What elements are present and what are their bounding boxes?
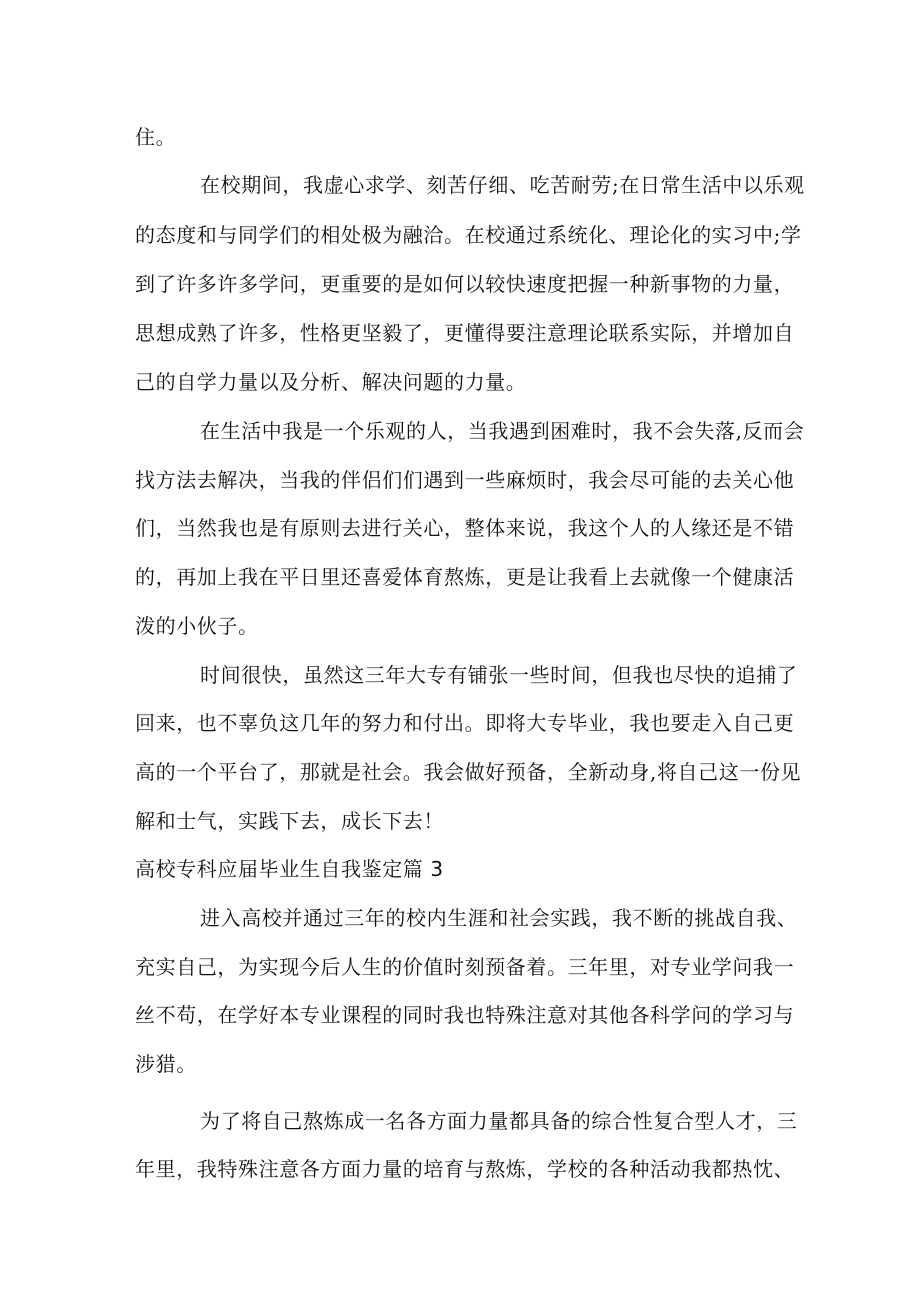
paragraph-first-line: 时间很快，虽然这三年大专有铺张一些时间，但我也尽快的追捕了: [200, 663, 798, 687]
text-line: 己的自学力量以及分析、解决问题的力量。: [135, 370, 527, 394]
paragraph-first-line: 为了将自己熬炼成一名各方面力量都具备的综合性复合型人才，三: [200, 1109, 798, 1133]
paragraph-first-line: 在生活中我是一个乐观的人，当我遇到困难时，我不会失落,反而会: [200, 419, 805, 443]
text-line: 的态度和与同学们的相处极为融洽。在校通过系统化、理论化的实习中;学: [135, 223, 802, 247]
text-line: 回来，也不辜负这几年的努力和付出。即将大专毕业，我也要走入自己更: [135, 711, 795, 735]
text-line: 们，当然我也是有原则去进行关心，整体来说，我这个人的人缘还是不错: [135, 516, 795, 540]
text-line: 找方法去解决，当我的伴侣们们遇到一些麻烦时，我会尽可能的去关心他: [135, 468, 795, 492]
text-line: 涉猎。: [135, 1052, 197, 1076]
text-line: 充实自己，为实现今后人生的价值时刻预备着。三年里，对专业学问我一: [135, 955, 795, 979]
paragraph-first-line: 进入高校并通过三年的校内生涯和社会实践，我不断的挑战自我、: [200, 906, 798, 930]
text-line: 思想成熟了许多，性格更坚毅了，更懂得要注意理论联系实际，并增加自: [135, 321, 795, 345]
text-line: 泼的小伙子。: [135, 614, 259, 638]
paragraph-first-line: 在校期间，我虚心求学、刻苦仔细、吃苦耐劳;在日常生活中以乐观: [200, 173, 805, 197]
text-line: 解和士气，实践下去，成长下去！: [135, 809, 444, 833]
text-line: 住。: [135, 125, 177, 149]
text-line: 年里，我特殊注意各方面力量的培育与熬炼，学校的各种活动我都热忱、: [135, 1157, 795, 1181]
text-line: 的，再加上我在平日里还喜爱体育熬炼，更是让我看上去就像一个健康活: [135, 565, 795, 589]
section-heading: 高校专科应届毕业生自我鉴定篇 3: [135, 857, 444, 881]
text-line: 到了许多许多学问，更重要的是如何以较快速度把握一种新事物的力量，: [135, 272, 795, 296]
text-line: 丝不苟，在学好本专业课程的同时我也特殊注意对其他各科学问的学习与: [135, 1003, 795, 1027]
text-line: 高的一个平台了，那就是社会。我会做好预备，全新动身,将自己这一份见: [135, 760, 802, 784]
